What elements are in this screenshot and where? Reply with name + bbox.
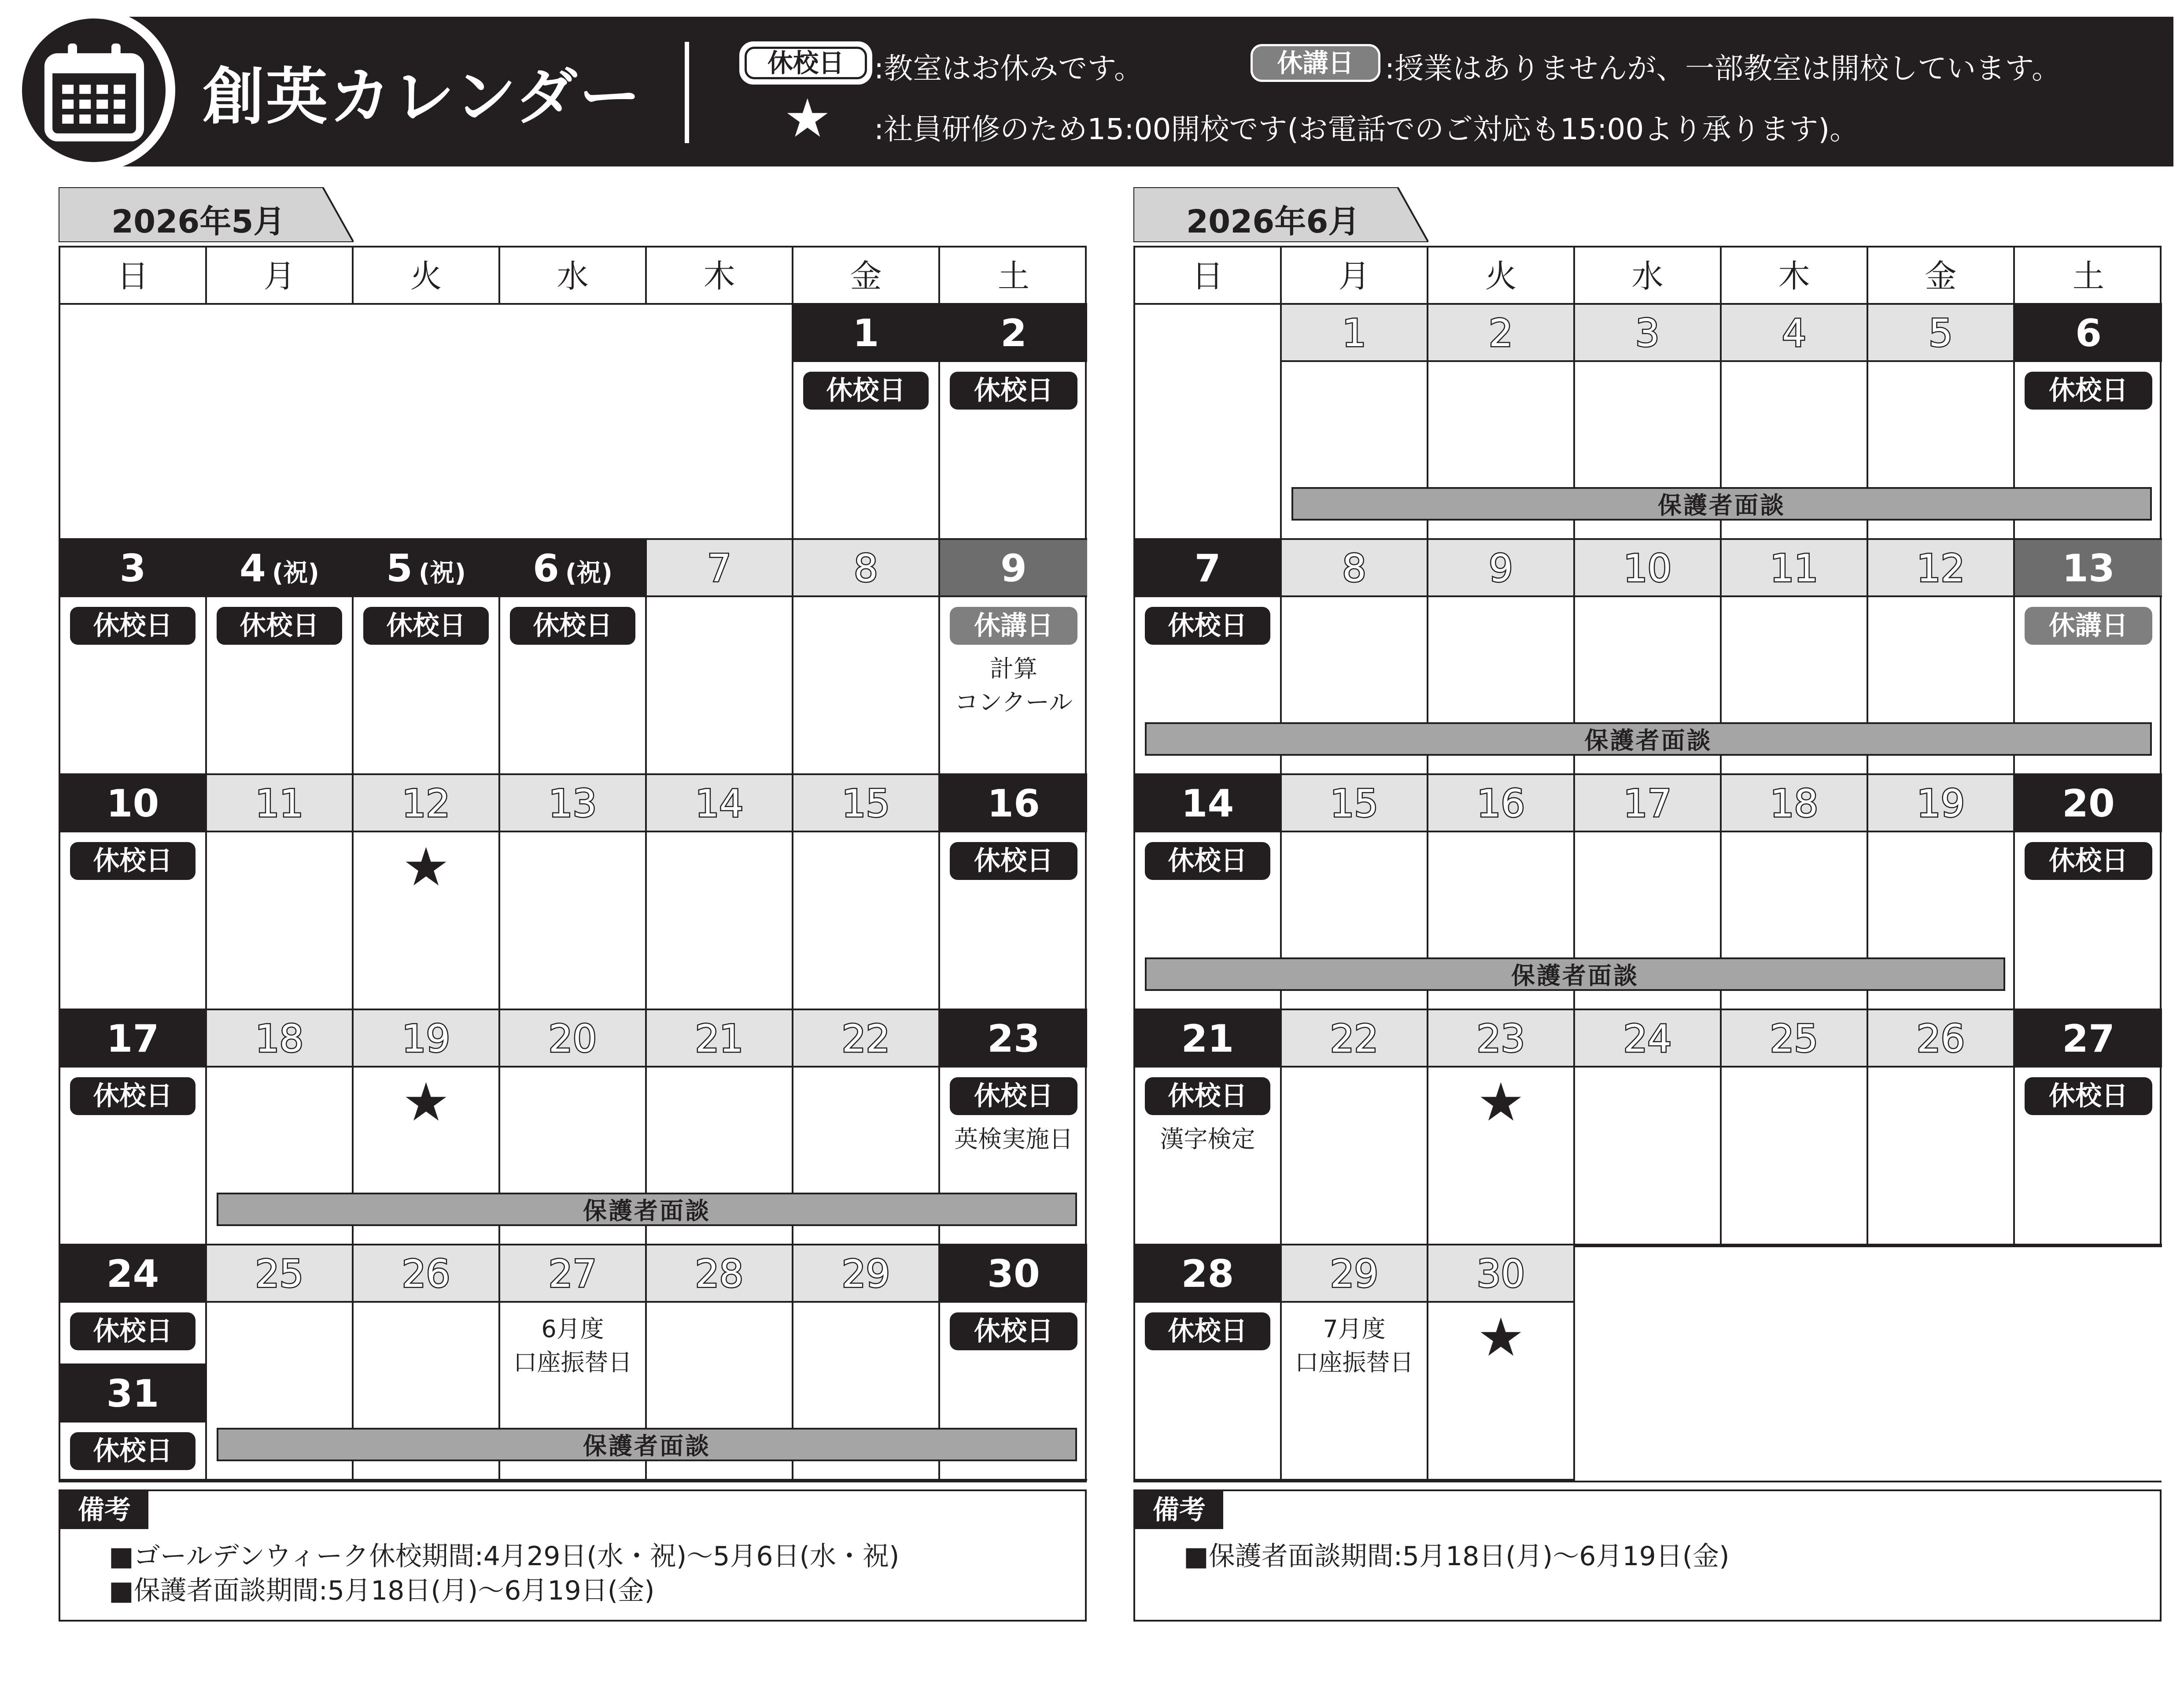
day-number-text: 10 bbox=[106, 782, 159, 826]
day-number bbox=[500, 775, 647, 832]
day-number bbox=[60, 1245, 207, 1303]
day-cell bbox=[1575, 1068, 1722, 1245]
day-number-text: 30 bbox=[987, 1252, 1040, 1296]
day-number-text: 19 bbox=[402, 1017, 450, 1061]
day-cell bbox=[793, 362, 940, 540]
month-tab bbox=[59, 187, 354, 242]
empty-cell bbox=[1135, 305, 1282, 540]
calendar-icon bbox=[37, 34, 151, 149]
day-number-text: 10 bbox=[1623, 547, 1672, 591]
kyukoubi-badge: 休校日 bbox=[950, 1312, 1077, 1350]
day-number-text: 30 bbox=[1476, 1252, 1525, 1296]
day-number bbox=[1282, 1010, 1428, 1068]
kyukoubi-badge: 休校日 bbox=[1145, 1077, 1270, 1115]
day-number bbox=[793, 540, 940, 597]
kyukoubi-badge: 休校日 bbox=[217, 607, 342, 645]
day-note: 漢字検定 bbox=[1160, 1125, 1255, 1153]
remarks-line: ■保護者面談期間:5月18日(月)〜6月19日(金) bbox=[1184, 1541, 1730, 1572]
day-number bbox=[2015, 305, 2162, 362]
day-number bbox=[940, 775, 1087, 832]
day-cell bbox=[1428, 1068, 1575, 1245]
kyukoubi-badge: 休校日 bbox=[363, 607, 489, 645]
kyukoubi-badge: 休校日 bbox=[2025, 1077, 2152, 1115]
kyukoubi-badge: 休校日 bbox=[1145, 1312, 1270, 1350]
day-number-text: 11 bbox=[1770, 547, 1819, 591]
weekday-header: 火 bbox=[1428, 248, 1575, 305]
kyukoubi-badge: 休校日 bbox=[70, 1432, 196, 1470]
empty-cell bbox=[60, 305, 793, 540]
remarks-line: ■保護者面談期間:5月18日(月)〜6月19日(金) bbox=[109, 1575, 655, 1606]
day-cell bbox=[647, 597, 793, 775]
day-number-text: 27 bbox=[548, 1252, 597, 1296]
day-number bbox=[940, 1245, 1087, 1303]
day-number-text: 1 bbox=[1342, 311, 1366, 355]
month-label: 2026年6月 bbox=[1186, 203, 1360, 240]
day-number-text: 21 bbox=[695, 1017, 744, 1061]
remarks-box bbox=[59, 1489, 1087, 1622]
day-number-text: 27 bbox=[2062, 1017, 2115, 1061]
day-cell bbox=[1428, 1303, 1575, 1481]
day-number-text: 13 bbox=[548, 782, 597, 826]
remarks-line: ■ゴールデンウィーク休校期間:4月29日(水・祝)〜5月6日(水・祝) bbox=[109, 1541, 900, 1572]
star-icon: ★ bbox=[1477, 1307, 1525, 1368]
weekday-header: 月 bbox=[1282, 248, 1428, 305]
day-number bbox=[2015, 775, 2162, 832]
day-number-text: 24 bbox=[106, 1252, 159, 1296]
day-cell bbox=[60, 597, 207, 775]
empty-cell bbox=[1575, 1245, 2162, 1481]
day-cell bbox=[60, 1303, 207, 1365]
month-calendar-grid bbox=[59, 246, 1087, 1482]
day-note: 英検実施日 bbox=[954, 1125, 1073, 1153]
day-number bbox=[1722, 305, 1868, 362]
month-label: 2026年5月 bbox=[111, 203, 285, 240]
header-divider bbox=[685, 42, 689, 143]
weekday-header: 水 bbox=[500, 248, 647, 305]
kyukoubi-badge: 休校日 bbox=[70, 1077, 196, 1115]
day-number bbox=[1428, 1245, 1575, 1303]
day-number-text: 28 bbox=[695, 1252, 744, 1296]
kyukoubi-badge: 休校日 bbox=[1145, 842, 1270, 880]
day-number-text: 25 bbox=[255, 1252, 304, 1296]
day-number bbox=[1282, 1245, 1428, 1303]
kyukoubi-badge: 休校日 bbox=[803, 372, 929, 410]
kyukoubi-badge: 休校日 bbox=[70, 1312, 196, 1350]
weekday-header: 土 bbox=[940, 248, 1087, 305]
weekday-header: 土 bbox=[2015, 248, 2162, 305]
day-number-text: 15 bbox=[841, 782, 890, 826]
day-number bbox=[1428, 775, 1575, 832]
day-number bbox=[940, 540, 1087, 597]
star-icon: ★ bbox=[784, 88, 831, 149]
day-number bbox=[500, 1010, 647, 1068]
day-number-text: 20 bbox=[2062, 782, 2115, 826]
day-number-text: 23 bbox=[1476, 1017, 1525, 1061]
day-cell bbox=[647, 832, 793, 1010]
event-bar: 保護者面談 bbox=[1291, 487, 2152, 521]
day-number bbox=[2015, 1010, 2162, 1068]
day-number-text: 16 bbox=[987, 782, 1040, 826]
day-cell bbox=[1282, 1068, 1428, 1245]
star-icon: ★ bbox=[1477, 1072, 1525, 1133]
event-bar: 保護者面談 bbox=[217, 1428, 1077, 1461]
legend-kyukouko-badge: 休講日 bbox=[1251, 44, 1380, 82]
kyukouko-badge: 休講日 bbox=[2025, 607, 2152, 645]
day-number-text: 29 bbox=[1330, 1252, 1379, 1296]
day-number bbox=[207, 540, 354, 597]
day-number-text: 16 bbox=[1476, 782, 1525, 826]
day-number-text: 13 bbox=[2062, 547, 2115, 591]
day-number bbox=[1135, 1245, 1282, 1303]
day-number bbox=[1722, 1010, 1868, 1068]
day-number-text: 12 bbox=[402, 782, 450, 826]
day-number bbox=[940, 1010, 1087, 1068]
day-number-text: 3 bbox=[119, 547, 146, 591]
remarks-box bbox=[1133, 1489, 2162, 1622]
day-number-text: 8 bbox=[1342, 547, 1366, 591]
day-number-text: 18 bbox=[255, 1017, 304, 1061]
day-number bbox=[1135, 1010, 1282, 1068]
day-number bbox=[1722, 775, 1868, 832]
kyukoubi-badge: 休校日 bbox=[70, 842, 196, 880]
kyukoubi-badge: 休校日 bbox=[2025, 842, 2152, 880]
holiday-mark: (祝) bbox=[272, 559, 320, 587]
day-number bbox=[647, 1010, 793, 1068]
weekday-header: 木 bbox=[647, 248, 793, 305]
day-number bbox=[60, 775, 207, 832]
star-icon: ★ bbox=[402, 1072, 450, 1133]
day-cell bbox=[940, 597, 1087, 775]
day-number bbox=[207, 1010, 354, 1068]
day-number bbox=[500, 540, 647, 597]
day-number bbox=[1575, 305, 1722, 362]
kyukoubi-badge: 休校日 bbox=[950, 372, 1077, 410]
day-number-text: 11 bbox=[255, 782, 304, 826]
day-number-text: 24 bbox=[1623, 1017, 1672, 1061]
day-number-text: 22 bbox=[1330, 1017, 1379, 1061]
day-number bbox=[647, 1245, 793, 1303]
day-number bbox=[1868, 1010, 2015, 1068]
day-number bbox=[60, 540, 207, 597]
header-bar bbox=[0, 0, 2184, 172]
day-cell bbox=[1868, 1068, 2015, 1245]
weekday-header: 月 bbox=[207, 248, 354, 305]
legend-kyukouko-text: :授業はありませんが、一部教室は開校しています。 bbox=[1385, 52, 2061, 85]
weekday-header: 日 bbox=[1135, 248, 1282, 305]
day-cell bbox=[60, 1422, 207, 1481]
day-cell bbox=[940, 832, 1087, 1010]
kyukoubi-badge: 休校日 bbox=[1145, 607, 1270, 645]
day-number bbox=[647, 540, 793, 597]
day-cell bbox=[940, 362, 1087, 540]
day-number-text: 4 bbox=[239, 547, 266, 591]
day-number bbox=[647, 775, 793, 832]
day-number-text: 18 bbox=[1770, 782, 1819, 826]
day-number-text: 17 bbox=[1623, 782, 1672, 826]
day-number bbox=[1428, 1010, 1575, 1068]
weekday-header: 金 bbox=[1868, 248, 2015, 305]
day-number-text: 3 bbox=[1635, 311, 1660, 355]
day-number bbox=[793, 305, 940, 362]
day-number bbox=[354, 1010, 500, 1068]
kyukoubi-badge: 休校日 bbox=[510, 607, 635, 645]
remarks-label: 備考 bbox=[1135, 1491, 1223, 1529]
day-number-text: 6 bbox=[2075, 311, 2102, 355]
day-number bbox=[207, 1245, 354, 1303]
day-cell bbox=[1282, 1303, 1428, 1481]
day-number-text: 8 bbox=[854, 547, 878, 591]
day-cell bbox=[2015, 1068, 2162, 1245]
day-note: 計算 コンクール bbox=[955, 655, 1073, 716]
day-number bbox=[1575, 775, 1722, 832]
day-cell bbox=[354, 597, 500, 775]
holiday-mark: (祝) bbox=[565, 559, 613, 587]
day-number-text: 4 bbox=[1782, 311, 1806, 355]
day-number bbox=[60, 1010, 207, 1068]
day-cell bbox=[500, 597, 647, 775]
day-number bbox=[207, 775, 354, 832]
day-number-text: 5 bbox=[1929, 311, 1953, 355]
day-cell bbox=[60, 832, 207, 1010]
day-number-text: 19 bbox=[1916, 782, 1965, 826]
day-number bbox=[1868, 540, 2015, 597]
day-number bbox=[793, 1245, 940, 1303]
day-cell bbox=[793, 832, 940, 1010]
weekday-header: 木 bbox=[1722, 248, 1868, 305]
day-number-text: 14 bbox=[1181, 782, 1234, 826]
legend-kyukoubi-text: :教室はお休みです。 bbox=[874, 52, 1143, 85]
day-number-text: 6 bbox=[532, 547, 559, 591]
legend-kyukoubi-badge bbox=[742, 44, 870, 82]
day-cell bbox=[1135, 1303, 1282, 1481]
day-number-text: 5 bbox=[386, 547, 413, 591]
day-number bbox=[354, 1245, 500, 1303]
remarks-label: 備考 bbox=[60, 1491, 148, 1529]
day-number-text: 2 bbox=[1489, 311, 1513, 355]
day-number-text: 17 bbox=[106, 1017, 159, 1061]
day-number bbox=[60, 1365, 207, 1422]
day-number-text: 12 bbox=[1916, 547, 1965, 591]
day-number-text: 28 bbox=[1181, 1252, 1234, 1296]
day-cell bbox=[1135, 1068, 1282, 1245]
day-number bbox=[1282, 540, 1428, 597]
weekday-header: 水 bbox=[1575, 248, 1722, 305]
day-number bbox=[1428, 540, 1575, 597]
day-cell bbox=[60, 1068, 207, 1245]
day-number bbox=[1722, 540, 1868, 597]
day-number-text: 22 bbox=[841, 1017, 890, 1061]
day-note: 7月度 口座振替日 bbox=[1295, 1315, 1414, 1376]
weekday-header: 金 bbox=[793, 248, 940, 305]
day-number-text: 1 bbox=[852, 311, 879, 355]
weekday-header: 火 bbox=[354, 248, 500, 305]
star-icon: ★ bbox=[402, 837, 450, 898]
kyukoubi-badge: 休校日 bbox=[70, 607, 196, 645]
day-cell bbox=[354, 832, 500, 1010]
day-number bbox=[1135, 540, 1282, 597]
day-number bbox=[1868, 775, 2015, 832]
day-number-text: 26 bbox=[1916, 1017, 1965, 1061]
day-cell bbox=[207, 597, 354, 775]
day-number bbox=[1575, 1010, 1722, 1068]
legend-kyukoubi-label: 休校日 bbox=[745, 47, 867, 79]
day-number-text: 23 bbox=[987, 1017, 1040, 1061]
day-number bbox=[793, 1010, 940, 1068]
day-number-text: 14 bbox=[695, 782, 744, 826]
day-number bbox=[354, 540, 500, 597]
day-number bbox=[1575, 540, 1722, 597]
day-number bbox=[1428, 305, 1575, 362]
day-number bbox=[2015, 540, 2162, 597]
day-number bbox=[500, 1245, 647, 1303]
day-number bbox=[793, 775, 940, 832]
event-bar: 保護者面談 bbox=[1145, 722, 2152, 756]
day-number bbox=[1135, 775, 1282, 832]
kyukoubi-badge: 休校日 bbox=[950, 842, 1077, 880]
day-cell bbox=[207, 832, 354, 1010]
event-bar: 保護者面談 bbox=[217, 1193, 1077, 1226]
month-tab bbox=[1133, 187, 1428, 242]
day-cell bbox=[1722, 1068, 1868, 1245]
legend-star-text: :社員研修のため15:00開校です(お電話でのご対応も15:00より承ります)。 bbox=[874, 112, 1859, 146]
kyukoubi-badge: 休校日 bbox=[950, 1077, 1077, 1115]
kyukoubi-badge: 休校日 bbox=[2025, 372, 2152, 410]
day-number-text: 9 bbox=[1489, 547, 1513, 591]
day-cell bbox=[2015, 832, 2162, 1010]
day-cell bbox=[500, 832, 647, 1010]
day-number bbox=[354, 775, 500, 832]
event-bar: 保護者面談 bbox=[1145, 957, 2005, 991]
day-number-text: 7 bbox=[1194, 547, 1221, 591]
day-number-text: 31 bbox=[106, 1372, 159, 1416]
day-note: 6月度 口座振替日 bbox=[513, 1315, 632, 1376]
day-number-text: 9 bbox=[1000, 547, 1027, 591]
month-calendar-grid bbox=[1133, 246, 2162, 1482]
day-number-text: 7 bbox=[707, 547, 731, 591]
day-number-text: 15 bbox=[1330, 782, 1379, 826]
day-number-text: 29 bbox=[841, 1252, 890, 1296]
day-number-text: 26 bbox=[402, 1252, 450, 1296]
day-number-text: 21 bbox=[1181, 1017, 1234, 1061]
weekday-header: 日 bbox=[60, 248, 207, 305]
holiday-mark: (祝) bbox=[418, 559, 466, 587]
day-number-text: 25 bbox=[1770, 1017, 1819, 1061]
day-number-text: 2 bbox=[1000, 311, 1027, 355]
day-number bbox=[1868, 305, 2015, 362]
page-title: 創英カレンダー bbox=[203, 61, 642, 133]
kyukouko-badge: 休講日 bbox=[950, 607, 1077, 645]
day-number bbox=[940, 305, 1087, 362]
day-cell bbox=[793, 597, 940, 775]
day-number-text: 20 bbox=[548, 1017, 597, 1061]
day-number bbox=[1282, 305, 1428, 362]
day-number bbox=[1282, 775, 1428, 832]
